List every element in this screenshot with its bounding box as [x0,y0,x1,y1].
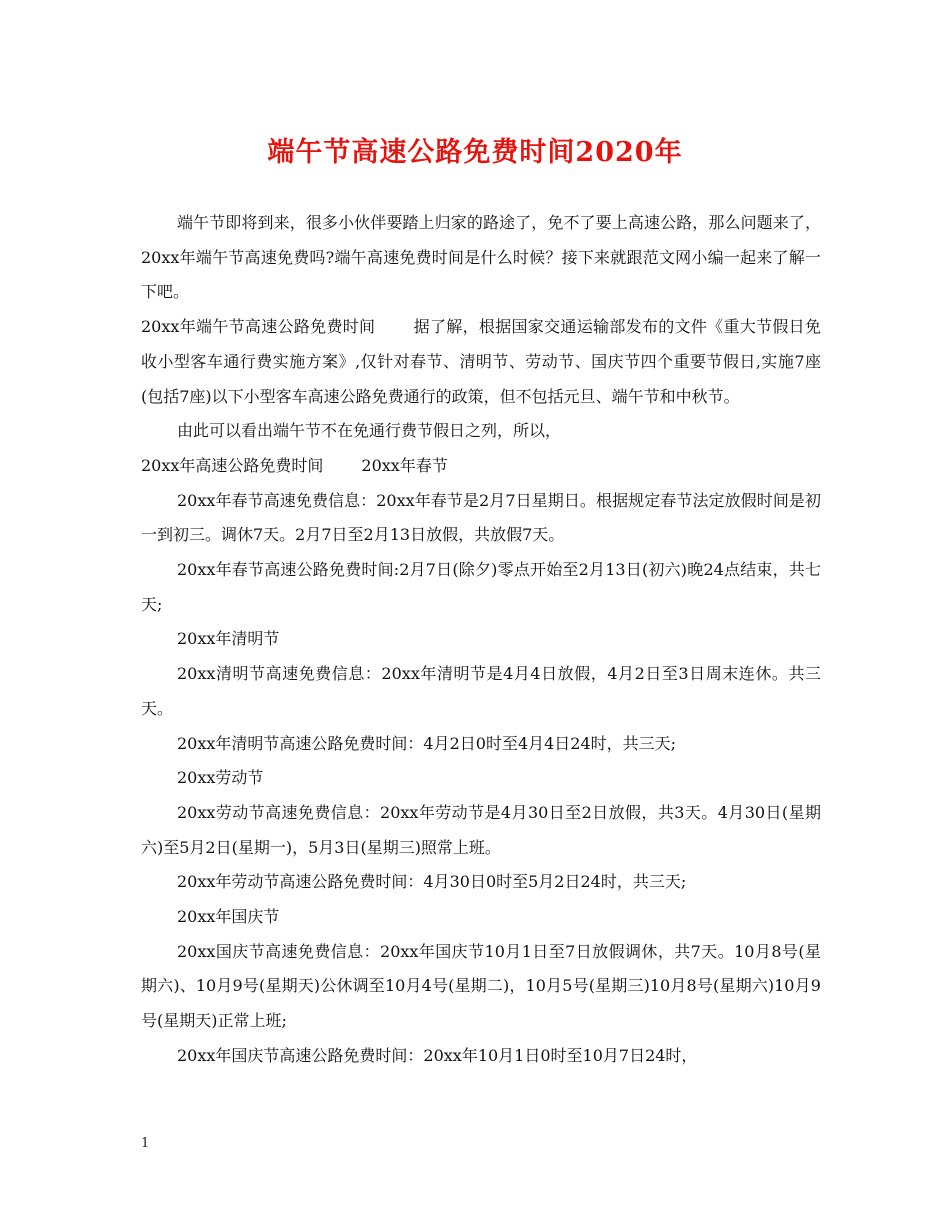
section-heading-national-day: 20xx年国庆节 [177,907,280,927]
paragraph-free-time-heading [141,449,821,484]
paragraph-spring-info: 20xx年春节高速免费信息：20xx年春节是2月7日星期日。根据规定春节法定放假时间是初一到初三。调休7天。2月7日至2月13日放假，共放假7天。 [141,490,821,545]
section-heading-qingming: 20xx年清明节 [177,629,280,649]
section-heading-spring-festival: 20xx年春节 [361,455,448,475]
paragraph-national-info: 20xx国庆节高速免费信息：20xx年国庆节10月1日至7日放假调休，共7天。10月8号(星期六)、10月9号(星期天)公休调至10月4号(星期二)，10月5号(星期三)10月8号(星期六)10月9号(星期天)正常上班; [141,941,821,1031]
inline-heading: 20xx年高速公路免费时间 [141,455,324,475]
paragraph-labor-info: 20xx劳动节高速免费信息：20xx年劳动节是4月30日至2日放假，共3天。4月30日(星期六)至5月2日(星期一)，5月3日(星期三)照常上班。 [141,802,821,857]
paragraph-intro: 端午节即将到来，很多小伙伴要踏上归家的路途了，免不了要上高速公路，那么问题来了，20xx年端午节高速免费吗?端午高速免费时间是什么时候？接下来就跟范文网小编一起来了解一下吧。 [141,213,821,302]
paragraph-qingming-info: 20xx清明节高速免费信息：20xx年清明节是4月4日放假，4月2日至3日周末连休。共三天。 [141,664,821,718]
paragraph-national-time: 20xx年国庆节高速公路免费时间：20xx年10月1日0时至10月7日24时， [177,1045,698,1065]
document-body [141,206,821,1074]
paragraph-labor-time: 20xx年劳动节高速公路免费时间：4月30日0时至5月2日24时，共三天; [177,872,687,892]
paragraph-duanwu-heading [141,310,821,414]
document-title: 端午节高速公路免费时间2020年 [267,137,683,168]
paragraph-spring-time: 20xx年春节高速公路免费时间:2月7日(除夕)零点开始至2月13日(初六)晚24点结束，共七天; [141,560,821,614]
paragraph-policy: 据了解，根据国家交通运输部发布的文件《重大节假日免收小型客车通行费实施方案》,仅针对春节、清明节、劳动节、国庆节四个重要节假日,实施7座(包括7座)以下小型客车高速公路免费通行的政策，但不包括元旦、端午节和中秋节。 [141,317,821,406]
inline-heading: 20xx年端午节高速公路免费时间 [141,317,376,337]
paragraph-qingming-time: 20xx年清明节高速公路免费时间：4月2日0时至4月4日24时，共三天; [177,733,677,753]
page-number: 1 [141,1136,150,1151]
section-heading-labor-day: 20xx劳动节 [177,768,264,788]
paragraph-conclusion: 由此可以看出端午节不在免通行费节假日之列，所以， [177,421,562,441]
